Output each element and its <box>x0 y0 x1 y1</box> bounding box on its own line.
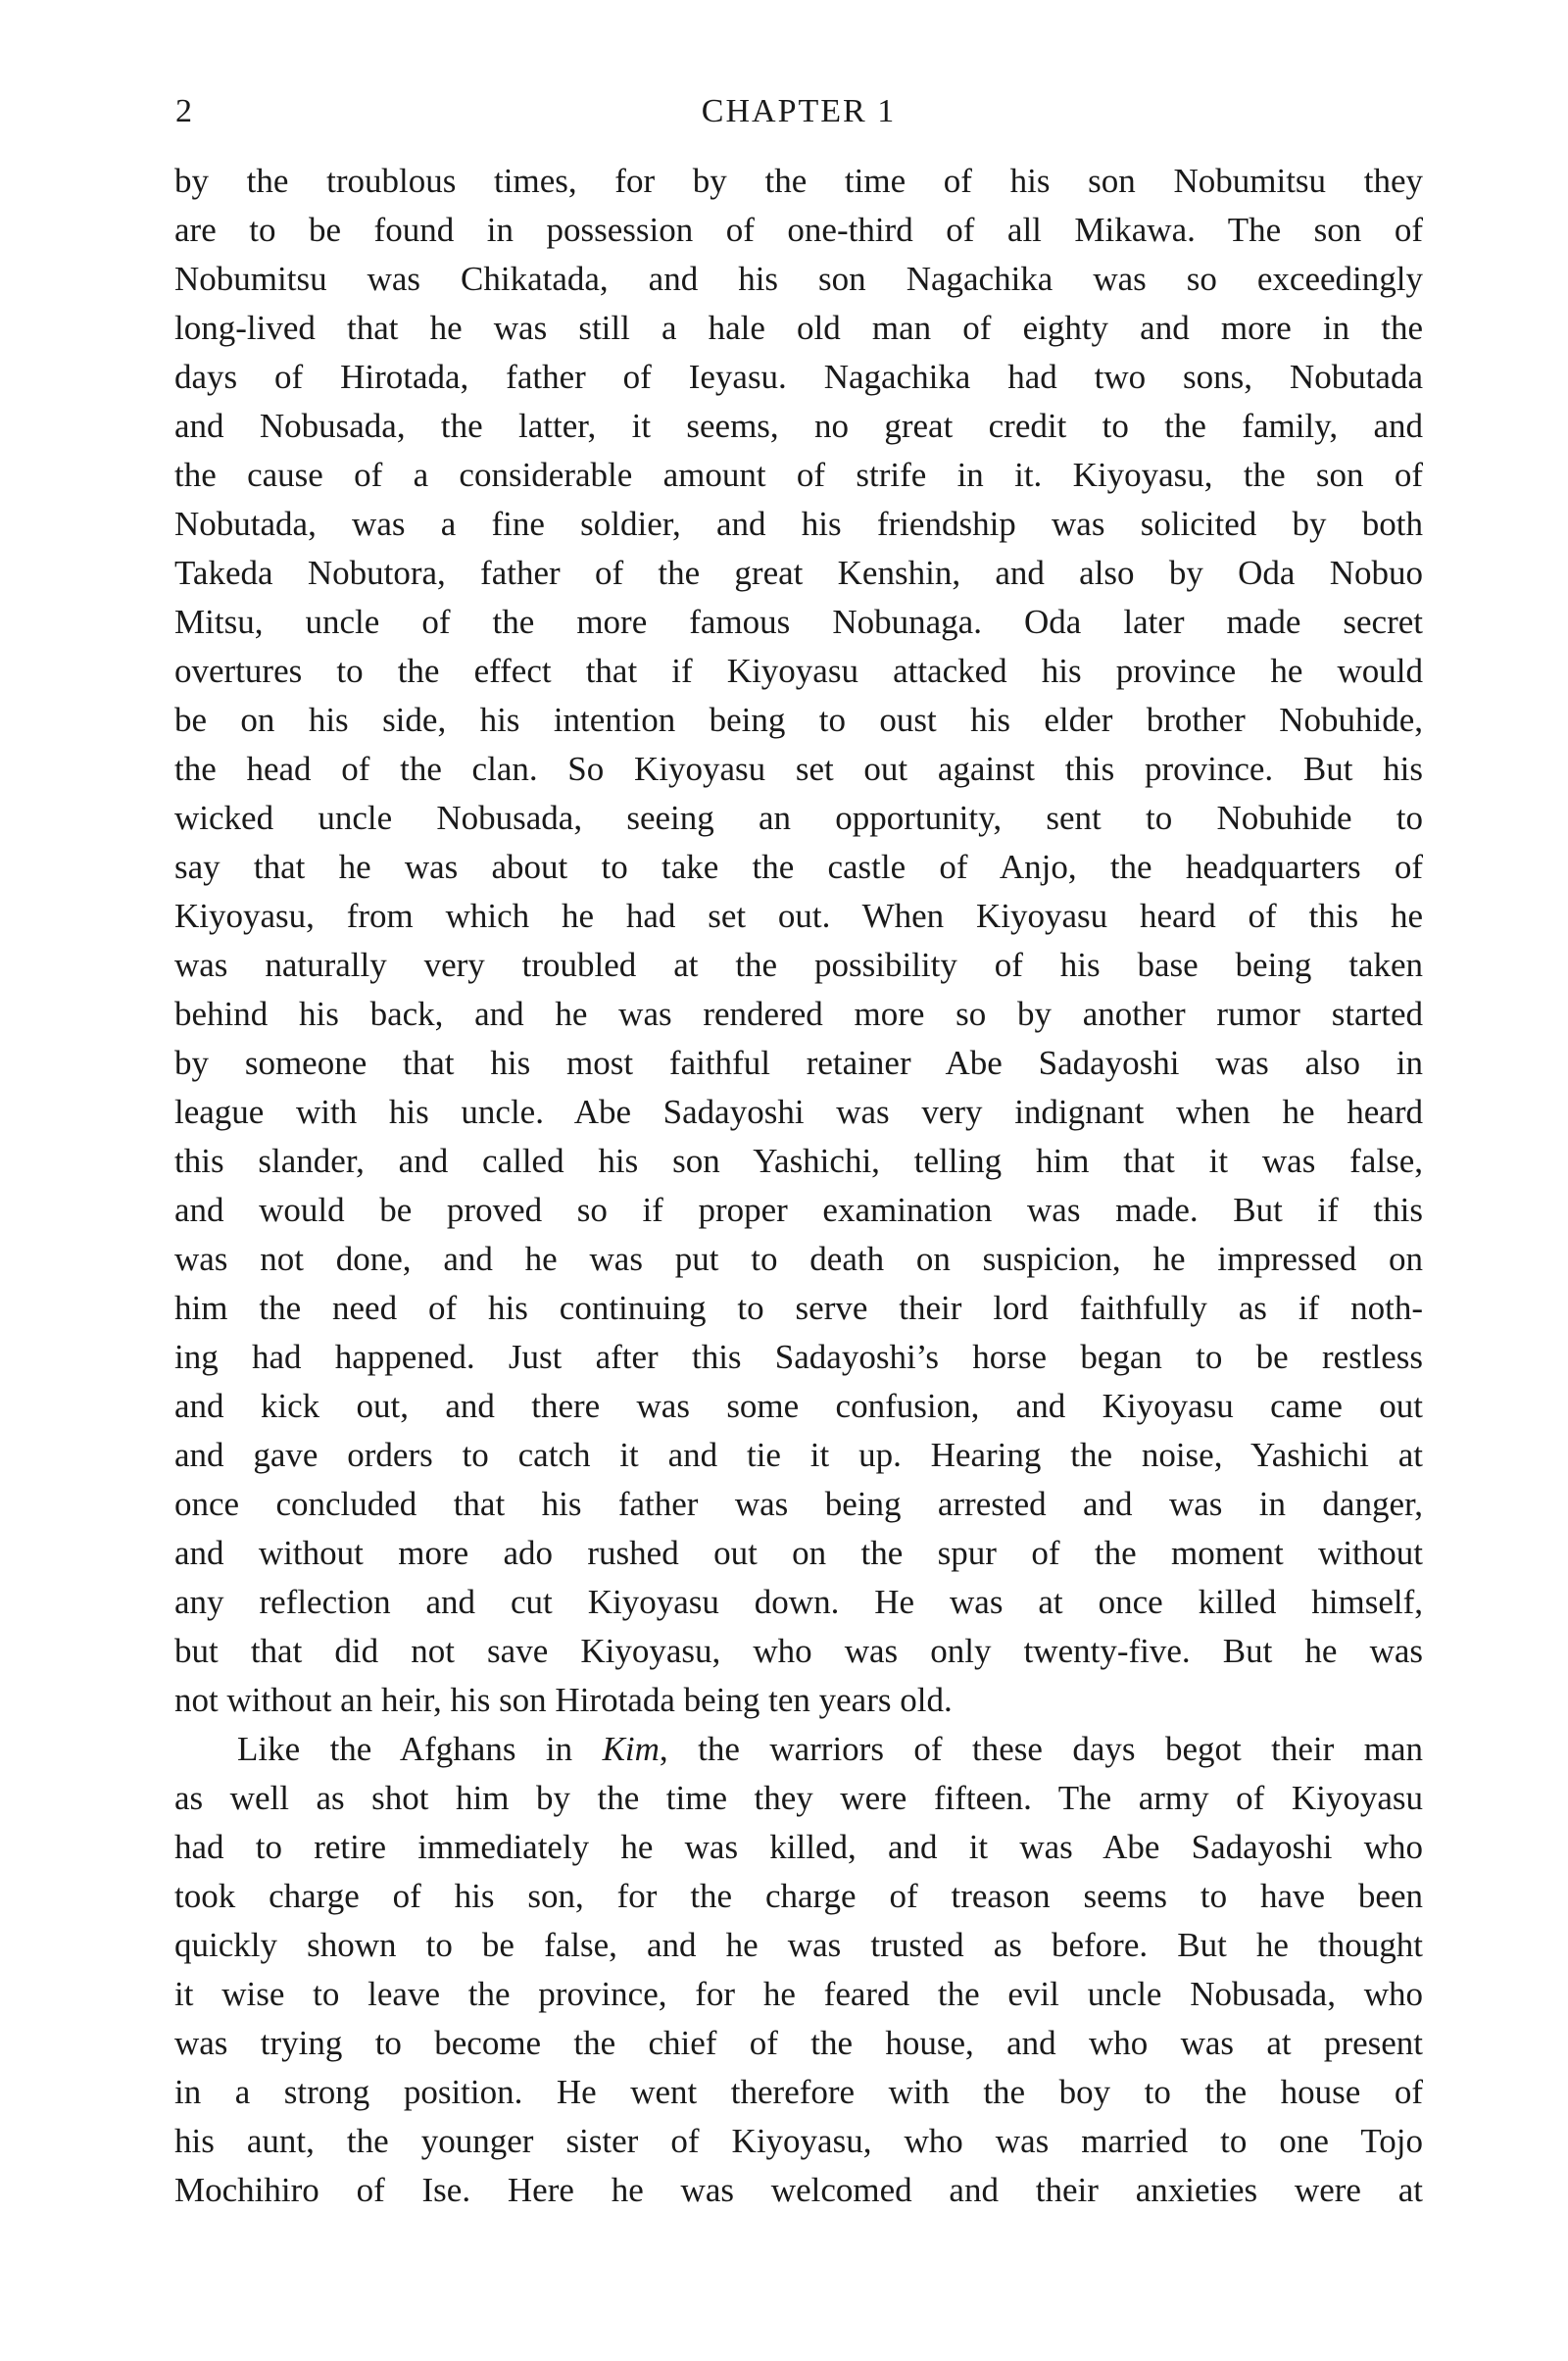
text-line: quickly shown to be false, and he was trusted as before. But he thought <box>174 1926 1423 1964</box>
text-line: days of Hirotada, father of Ieyasu. Nagachika had two sons, Nobutada <box>174 358 1423 396</box>
text-line: wicked uncle Nobusada, seeing an opportunity, sent to Nobuhide to <box>174 799 1423 837</box>
text-line: had to retire immediately he was killed, and it was Abe Sadayoshi who <box>174 1828 1423 1866</box>
text-line: Mochihiro of Ise. Here he was welcomed and their anxieties were at <box>174 2171 1423 2209</box>
page-number: 2 <box>175 93 192 129</box>
text-line: and kick out, and there was some confusion, and Kiyoyasu came out <box>174 1387 1423 1425</box>
text-line: long-lived that he was still a hale old man of eighty and more in the <box>174 309 1423 347</box>
text-line: this slander, and called his son Yashichi, telling him that it was false, <box>174 1142 1423 1180</box>
text-line: took charge of his son, for the charge of treason seems to have been <box>174 1877 1423 1915</box>
text-line: him the need of his continuing to serve their lord faithfully as if noth- <box>174 1289 1423 1327</box>
body-text <box>174 157 1423 2215</box>
text-line: Like the Afghans in Kim, the warriors of these days begot their man <box>237 1730 1423 1768</box>
text-line: Nobutada, was a fine soldier, and his friendship was solicited by both <box>174 505 1423 543</box>
text-line: once concluded that his father was being arrested and was in danger, <box>174 1485 1423 1523</box>
text-line: by someone that his most faithful retainer Abe Sadayoshi was also in <box>174 1044 1423 1082</box>
text-line: it wise to leave the province, for he feared the evil uncle Nobusada, who <box>174 1975 1423 2013</box>
text-line: any reflection and cut Kiyoyasu down. He was at once killed himself, <box>174 1583 1423 1621</box>
book-page <box>174 92 1423 2215</box>
text-line: the cause of a considerable amount of strife in it. Kiyoyasu, the son of <box>174 456 1423 494</box>
text-line: overtures to the effect that if Kiyoyasu attacked his province he would <box>174 652 1423 690</box>
text-line: the head of the clan. So Kiyoyasu set out against this province. But his <box>174 750 1423 788</box>
text-line: as well as shot him by the time they were fifteen. The army of Kiyoyasu <box>174 1779 1423 1817</box>
text-line: was naturally very troubled at the possibility of his base being taken <box>174 946 1423 984</box>
text-line: by the troublous times, for by the time of his son Nobumitsu they <box>174 162 1423 200</box>
text-line: was trying to become the chief of the house, and who was at present <box>174 2024 1423 2062</box>
text-line: in a strong position. He went therefore with the boy to the house of <box>174 2073 1423 2111</box>
text-line: Nobumitsu was Chikatada, and his son Nagachika was so exceedingly <box>174 260 1423 298</box>
text-line: was not done, and he was put to death on suspicion, he impressed on <box>174 1240 1423 1278</box>
text-line: ing had happened. Just after this Sadayoshi’s horse began to be restless <box>174 1338 1423 1376</box>
text-line: and without more ado rushed out on the spur of the moment without <box>174 1534 1423 1572</box>
text-line: Kiyoyasu, from which he had set out. When Kiyoyasu heard of this he <box>174 897 1423 935</box>
text-line: are to be found in possession of one-third of all Mikawa. The son of <box>174 211 1423 249</box>
text-line: behind his back, and he was rendered more so by another rumor started <box>174 995 1423 1033</box>
text-line: Takeda Nobutora, father of the great Kenshin, and also by Oda Nobuo <box>174 554 1423 592</box>
text-line: and would be proved so if proper examination was made. But if this <box>174 1191 1423 1229</box>
text-line: and Nobusada, the latter, it seems, no great credit to the family, and <box>174 407 1423 445</box>
text-line: not without an heir, his son Hirotada being ten years old. <box>174 1681 953 1719</box>
running-header <box>174 92 1423 131</box>
text-line: but that did not save Kiyoyasu, who was only twenty-five. But he was <box>174 1632 1423 1670</box>
text-line: Mitsu, uncle of the more famous Nobunaga. Oda later made secret <box>174 603 1423 641</box>
text-line: be on his side, his intention being to oust his elder brother Nobuhide, <box>174 701 1423 739</box>
text-line: say that he was about to take the castle of Anjo, the headquarters of <box>174 848 1423 886</box>
text-line: his aunt, the younger sister of Kiyoyasu, who was married to one Tojo <box>174 2122 1423 2160</box>
text-line: and gave orders to catch it and tie it up. Hearing the noise, Yashichi at <box>174 1436 1423 1474</box>
chapter-title: CHAPTER 1 <box>701 93 897 129</box>
text-line: league with his uncle. Abe Sadayoshi was very indignant when he heard <box>174 1093 1423 1131</box>
